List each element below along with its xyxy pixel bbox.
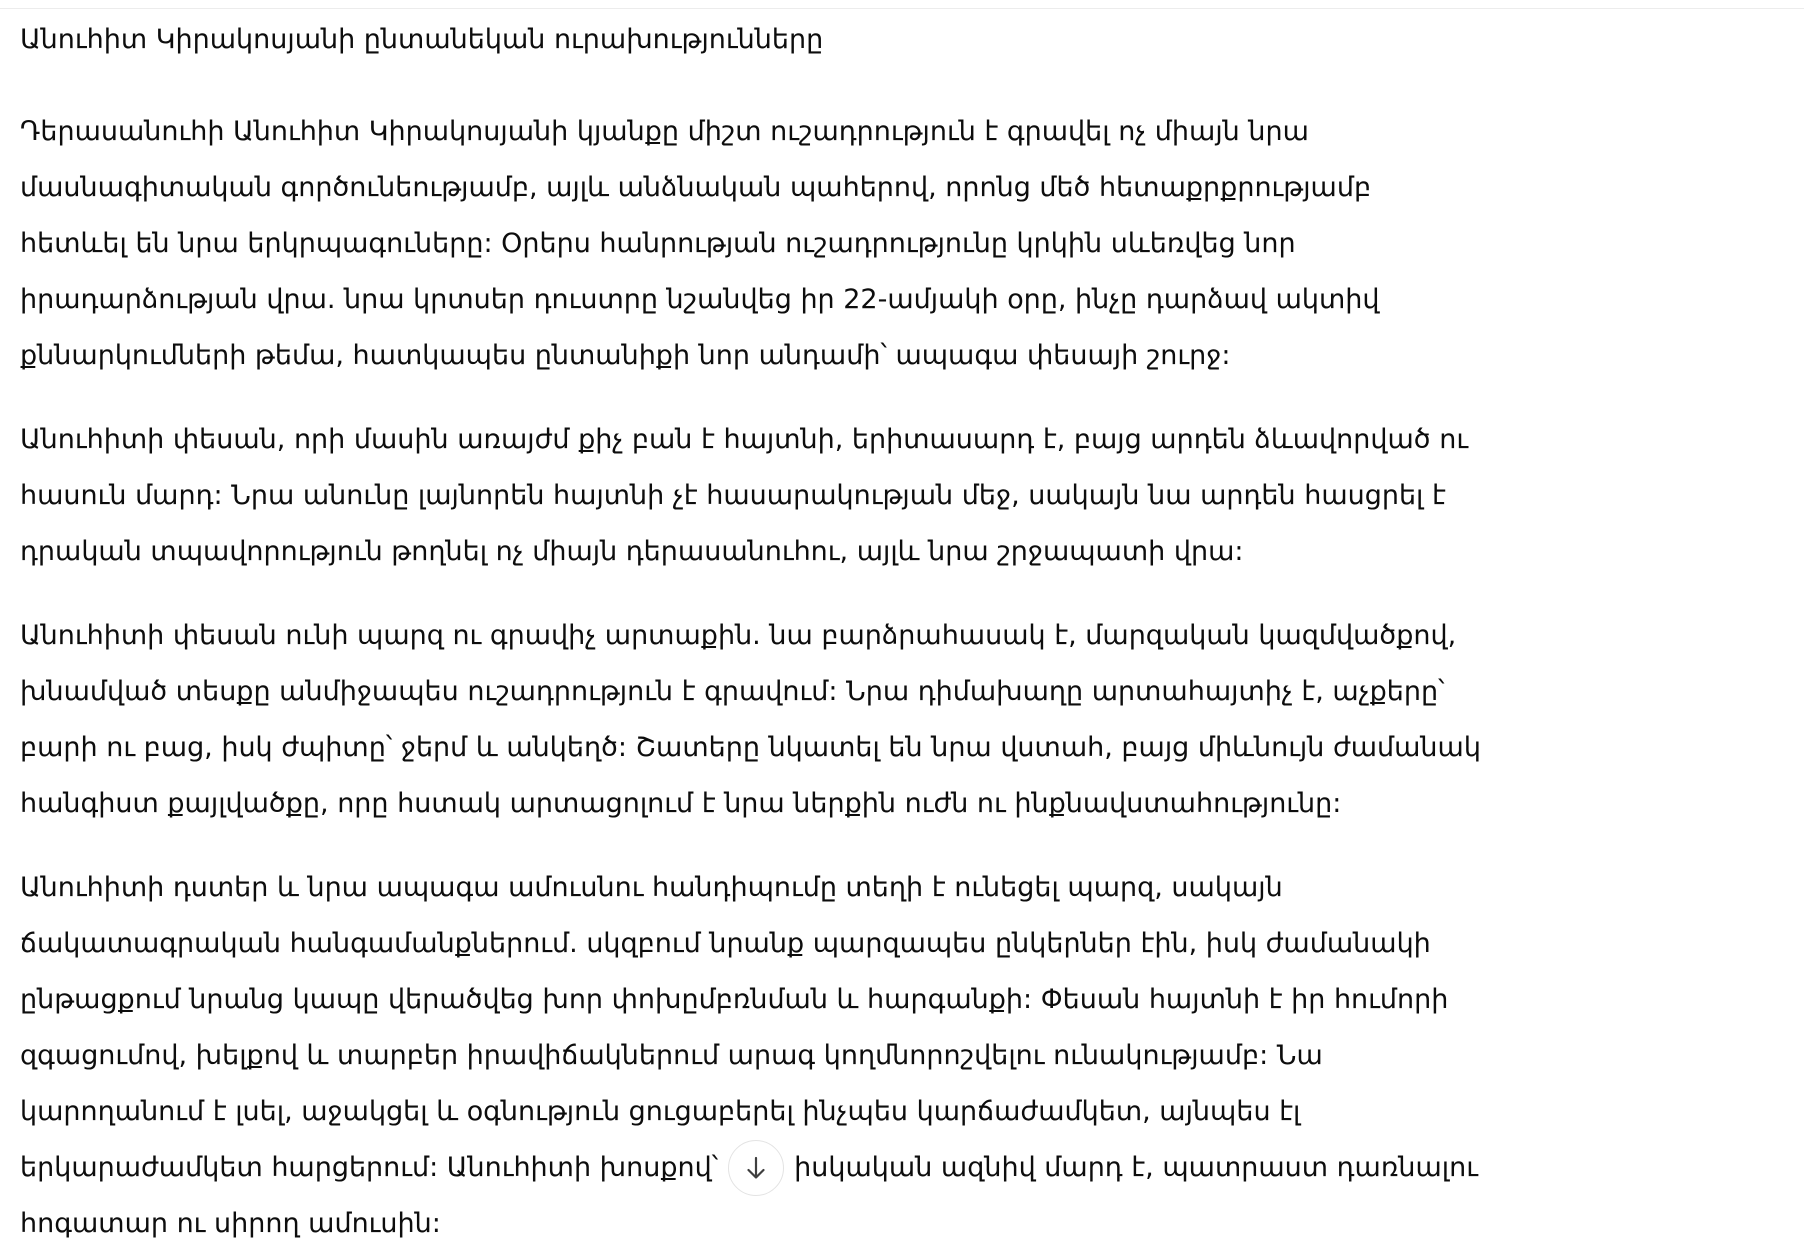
text-line: հետևել են նրա երկրպագուները: Օրերս հանրության ուշադրությունը կրկին սևեռվեց նոր	[20, 228, 1296, 259]
scroll-to-bottom-button[interactable]	[728, 1140, 784, 1196]
paragraph	[20, 860, 1784, 1250]
text-line: Անուհիտի փեսան ունի պարզ ու գրավիչ արտաքին. նա բարձրահասակ է, մարզական կազմվածքով,	[20, 620, 1457, 651]
text-line: Դերասանուհի Անուհիտ Կիրակոսյանի կյանքը միշտ ուշադրություն է գրավել ոչ միայն նրա	[20, 116, 1309, 147]
top-divider	[0, 8, 1804, 9]
text-line: հասուն մարդ: Նրա անունը լայնորեն հայտնի չէ հասարակության մեջ, սակայն նա արդեն հասցրել է	[20, 480, 1446, 511]
text-segment: երկարաժամկետ հարցերում: Անուհիտի խոսքով՝	[20, 1152, 719, 1183]
paragraph	[20, 412, 1784, 580]
text-line: ընթացքում նրանց կապը վերածվեց խոր փոխըմբռնման և հարգանքի: Փեսան հայտնի է իր հումորի	[20, 984, 1449, 1015]
page-title: Անուհիտ Կիրակոսյանի ընտանեկան ուրախությունները	[20, 24, 824, 55]
text-line: Անուհիտի դստեր և նրա ապագա ամուսնու հանդիպումը տեղի է ունեցել պարզ, սակայն	[20, 872, 1283, 903]
text-segment: իսկական ազնիվ մարդ է, պատրաստ դառնալու	[794, 1152, 1478, 1183]
text-line: Անուհիտի փեսան, որի մասին առայժմ քիչ բան է հայտնի, երիտասարդ է, բայց արդեն ձևավորված ու	[20, 424, 1469, 455]
arrow-down-icon	[742, 1154, 770, 1182]
paragraph	[20, 608, 1784, 832]
text-line: ճակատագրական հանգամանքներում. սկզբում նրանք պարզապես ընկերներ էին, իսկ ժամանակի	[20, 928, 1431, 959]
text-line: բարի ու բաց, իսկ ժպիտը՝ ջերմ և անկեղծ: Շատերը նկատել են նրա վստահ, բայց միևնույն ժամանակ	[20, 732, 1481, 763]
text-line: հանգիստ քայլվածքը, որը հստակ արտացոլում է նրա ներքին ուժն ու ինքնավստահությունը:	[20, 788, 1342, 819]
text-line: քննարկումների թեմա, հատկապես ընտանիքի նոր անդամի՝ ապագա փեսայի շուրջ:	[20, 340, 1231, 371]
text-line: զգացումով, խելքով և տարբեր իրավիճակներում արագ կողմնորոշվելու ունակությամբ: Նա	[20, 1040, 1323, 1071]
text-line: խնամված տեսքը անմիջապես ուշադրություն է գրավում: Նրա դիմախաղը արտահայտիչ է, աչքերը՝	[20, 676, 1445, 707]
text-line-with-scroll-button	[20, 1140, 1784, 1196]
text-line: իրադարձության վրա. նրա կրտսեր դուստրը նշանվեց իր 22-ամյակի օրը, ինչը դարձավ ակտիվ	[20, 284, 1380, 315]
text-line: մասնագիտական գործունեությամբ, այլև անձնական պահերով, որոնց մեծ հետաքրքրությամբ	[20, 172, 1372, 203]
text-line: դրական տպավորություն թողնել ոչ միայն դերասանուհու, այլև նրա շրջապատի վրա:	[20, 536, 1244, 567]
paragraph	[20, 104, 1784, 384]
text-line: կարողանում է լսել, աջակցել և օգնություն ցուցաբերել ինչպես կարճաժամկետ, այնպես էլ	[20, 1096, 1301, 1127]
text-line: հոգատար ու սիրող ամուսին:	[20, 1208, 441, 1239]
